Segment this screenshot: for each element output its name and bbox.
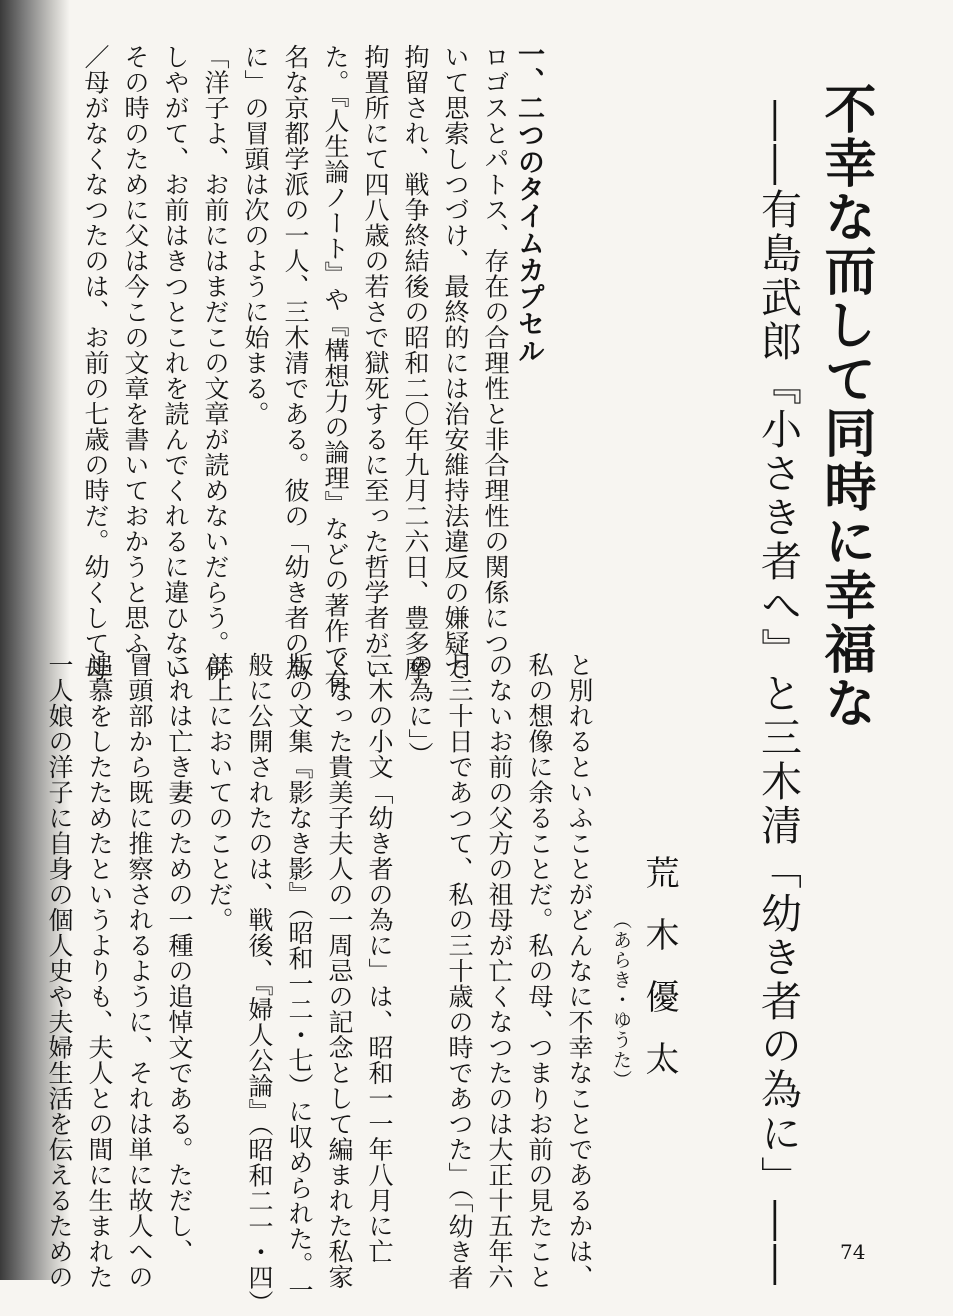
section-heading: 一、二つのタイムカプセル	[513, 40, 544, 364]
text-line: 拘留され、戦争終結後の昭和二〇年九月二六日、豊多摩	[401, 44, 430, 682]
text-line: ／母がなくなつたのは、お前の七歳の時だ。幼くして母	[81, 44, 110, 682]
text-line: 三木の小文「幼き者の為に」は、昭和一一年八月に亡	[365, 652, 394, 1264]
text-line: 拘置所にて四八歳の若さで獄死するに至った哲学者がい	[361, 44, 390, 682]
text-line: 月三十日であつて、私の三十歳の時であつた」（「幼き者	[445, 652, 474, 1290]
text-line: 追慕をしたためたというよりも、夫人との間に生まれた	[85, 652, 114, 1290]
text-line: 私の想像に余ることだ。私の母、つまりお前の見たこと	[525, 652, 554, 1290]
text-line: くなった貴美子夫人の一周忌の記念として編まれた私家	[325, 652, 354, 1290]
author-reading: （あらき・ゆうた）	[610, 910, 632, 1090]
text-line: に」の冒頭は次のように始まる。	[241, 44, 270, 427]
text-line: 冒頭部から既に推察されるように、それは単に故人への	[125, 652, 154, 1290]
text-line: 一人娘の洋子に自身の個人史や夫婦生活を伝えるための	[45, 652, 74, 1290]
article-title: 不幸な而して同時に幸福な	[815, 82, 875, 730]
text-line: た。『人生論ノート』や『構想力の論理』などの著作で有	[321, 44, 350, 695]
text-line: 「洋子よ、お前にはまだこの文章が読めないだらう。併	[201, 44, 230, 682]
text-line: その時のために父は今この文章を書いておかうと思ふ。	[121, 44, 150, 682]
text-line: 名な京都学派の一人、三木清である。彼の「幼き者の為	[281, 44, 310, 682]
text-line: ロゴスとパトス、存在の合理性と非合理性の関係につ	[481, 44, 510, 656]
text-line: 版の文集『影なき影』（昭和一二・七）に収められた。一	[285, 652, 314, 1303]
author-name: 荒木優太	[639, 855, 679, 1103]
text-line: の為に」）	[405, 652, 434, 767]
text-line: これは亡き妻のための一種の追悼文である。ただし、	[165, 652, 194, 1264]
page-number: 74	[840, 1240, 866, 1264]
article-subtitle: ――有島武郎『小さき者へ』と三木清「幼き者の為に」――	[754, 100, 802, 1288]
text-line: 誌上においてのことだ。	[205, 652, 234, 933]
text-line: 般に公開されたのは、戦後、『婦人公論』（昭和二一・四）	[245, 652, 274, 1316]
text-line: のないお前の父方の祖母が亡くなつたのは大正十五年六	[485, 652, 514, 1290]
text-line: しやがて、お前はきつとこれを読んでくれるに違ひない。	[161, 44, 190, 707]
text-line: と別れるといふことがどんなに不幸なことであるかは、	[565, 652, 594, 1290]
text-line: いて思索しつづけ、最終的には治安維持法違反の嫌疑で	[441, 44, 470, 682]
